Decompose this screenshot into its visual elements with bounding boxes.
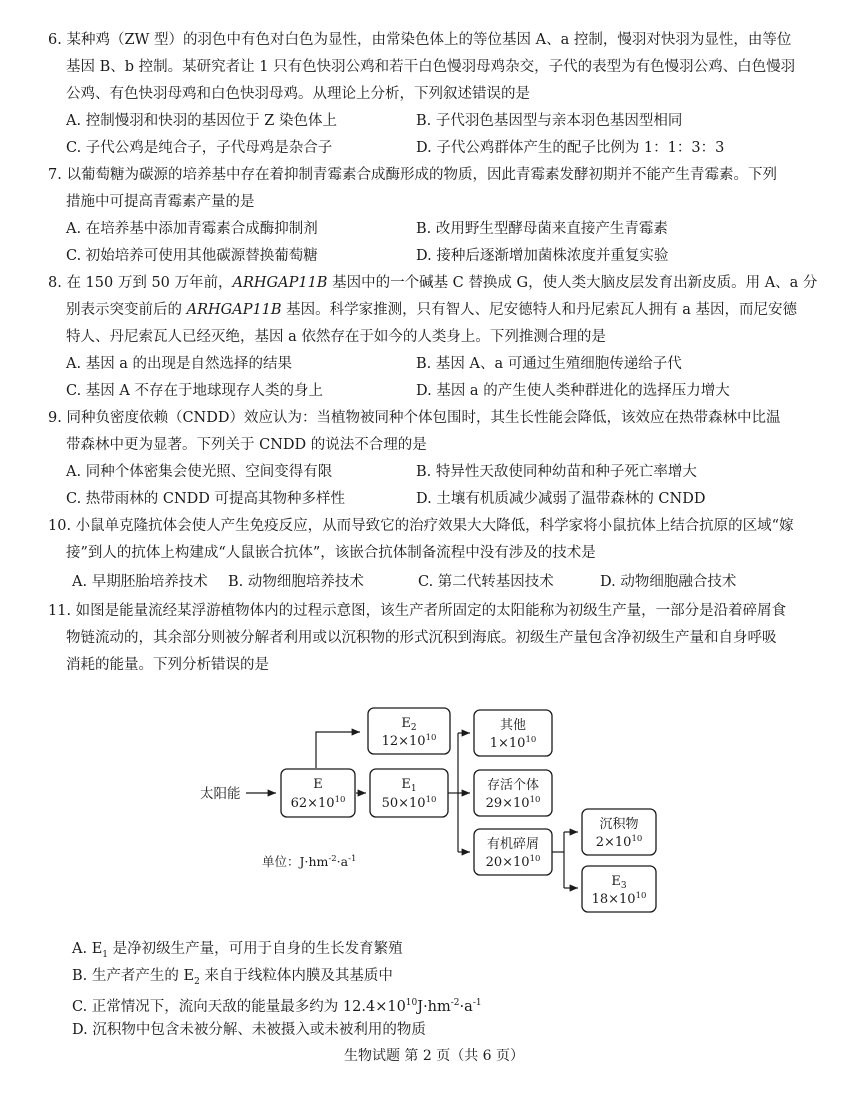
q8-option-d[interactable]: D. 基因 a 的产生使人类种群进化的选择压力增大 [416,383,730,399]
q8-option-a[interactable]: A. 基因 a 的出现是自然选择的结果 [66,356,293,372]
node-e2-value: $12\times 10^{10}$ [381,733,437,749]
q11-option-d[interactable]: D. 沉积物中包含未被分解、未被摄入或未被利用的物质 [72,1022,426,1038]
q6-stem-line-2: 基因 B、b 控制。某研究者让 1 只有色快羽公鸡和若干白色慢羽母鸡杂交，子代的表型为有色慢羽公鸡、白色慢羽 [66,59,796,75]
q8-option-c[interactable]: C. 基因 A 不存在于地球现存人类的身上 [66,383,323,399]
node-survivor-name: 存活个体 [486,778,540,793]
q11-option-c[interactable]: C. 正常情况下，流向天敌的能量最多约为 $12.4\times 10^{10}J\cdot hm^{-2}\cdot a^{-1}$ [72,998,482,1015]
q9-option-c[interactable]: C. 热带雨林的 CNDD 可提高其物种多样性 [66,491,346,507]
node-other-name: 其他 [499,718,527,733]
q8-option-b[interactable]: B. 基因 A、a 可通过生殖细胞传递给子代 [416,356,682,372]
energy-flow-diagram [0,690,868,930]
q9-stem-line-1: 9. 同种负密度依赖（CNDD）效应认为：当植物被同种个体包围时，其生长性能会降低，该效应在热带森林中比温 [48,410,781,426]
arrow-e-to-e2 [316,732,360,768]
node-other-value: $1\times 10^{10}$ [489,735,537,751]
unit-label: 单位：$J\cdot hm^{-2}\cdot a^{-1}$ [262,854,357,869]
q9-option-d[interactable]: D. 土壤有机质减少减弱了温带森林的 CNDD [416,491,706,507]
node-detritus-name: 有机碎屑 [486,837,540,852]
node-sediment-value: $2\times 10^{10}$ [595,834,643,850]
q10-stem-line-2: 接”到人的抗体上构建成“人鼠嵌合抗体”，该嵌合抗体制备流程中没有涉及的技术是 [66,545,596,561]
q10-stem-line-1: 10. 小鼠单克隆抗体会使人产生免疫反应，从而导致它的治疗效果大大降低，科学家将小鼠抗体上结合抗原的区域“嫁 [48,518,794,534]
node-e2-name: $E_2$ [401,716,417,733]
q8-stem-line-1: 8. 在 150 万到 50 万年前，ARHGAP11B 基因中的一个碱基 C 替换成 G，使人类大脑皮层发育出新皮质。用 A、a 分 [48,275,818,291]
q7-stem-line-1: 7. 以葡萄糖为碳源的培养基中存在着抑制青霉素合成酶形成的物质，因此青霉素发酵初期并不能产生青霉素。下列 [48,167,777,183]
q7-option-b[interactable]: B. 改用野生型酵母菌来直接产生青霉素 [416,221,668,237]
q6-stem-line-3: 公鸡、有色快羽母鸡和白色快羽母鸡。从理论上分析，下列叙述错误的是 [66,86,530,102]
q10-option-a[interactable]: A. 早期胚胎培养技术 [72,574,208,590]
q8-stem-line-3: 特人、丹尼索瓦人已经灭绝，基因 a 依然存在于如今的人类身上。下列推测合理的是 [66,329,606,345]
node-e1-name: $E_1$ [401,777,417,794]
q7-option-d[interactable]: D. 接种后逐渐增加菌株浓度并重复实验 [416,248,669,264]
page-footer: 生物试题 第 2 页（共 6 页） [343,1048,525,1064]
q11-option-a[interactable]: A. $E_1$ 是净初级生产量，可用于自身的生长发育繁殖 [72,941,403,960]
q6-option-d[interactable]: D. 子代公鸡群体产生的配子比例为 1：1：3：3 [416,140,725,156]
q9-option-a[interactable]: A. 同种个体密集会使光照、空间变得有限 [66,464,333,480]
q6-option-b[interactable]: B. 子代羽色基因型与亲本羽色基因型相同 [416,113,683,129]
gene-name: ARHGAP11B [232,275,328,291]
q6-option-a[interactable]: A. 控制慢羽和快羽的基因位于 Z 染色体上 [66,113,337,129]
q9-option-b[interactable]: B. 特异性天敌使同种幼苗和种子死亡率增大 [416,464,697,480]
q10-option-c[interactable]: C. 第二代转基因技术 [418,574,554,590]
q7-option-c[interactable]: C. 初始培养可使用其他碳源替换葡萄糖 [66,248,318,264]
node-e3-name: $E_3$ [611,874,627,891]
q11-stem-line-3: 消耗的能量。下列分析错误的是 [66,657,269,673]
source-label: 太阳能 [200,786,241,802]
node-e1-value: $50\times 10^{10}$ [381,795,437,811]
q7-option-a[interactable]: A. 在培养基中添加青霉素合成酶抑制剂 [66,221,318,237]
q11-stem-line-2: 物链流动的，其余部分则被分解者利用或以沉积物的形式沉积到海底。初级生产量包含净初级生产量和自身呼吸 [66,630,777,646]
node-detritus-value: $20\times 10^{10}$ [485,854,541,870]
node-e-name: E [313,777,323,792]
q8-stem-line-2: 别表示突变前后的 ARHGAP11B 基因。科学家推测，只有智人、尼安德特人和丹尼索瓦人拥有 a 基因，而尼安德 [66,302,798,318]
q10-option-d[interactable]: D. 动物细胞融合技术 [600,574,737,590]
node-sediment-name: 沉积物 [599,817,639,832]
node-e3-value: $18\times 10^{10}$ [591,891,647,907]
node-e-value: $62\times 10^{10}$ [290,795,346,811]
q10-option-b[interactable]: B. 动物细胞培养技术 [228,574,364,590]
q6-stem-line-1: 6. 某种鸡（ZW 型）的羽色中有色对白色为显性，由常染色体上的等位基因 A、a 控制，慢羽对快羽为显性，由等位 [48,32,792,48]
q11-option-b[interactable]: B. 生产者产生的 $E_2$ 来自于线粒体内膜及其基质中 [72,968,393,987]
node-survivor-value: $29\times 10^{10}$ [485,795,541,811]
gene-name: ARHGAP11B [186,302,282,318]
q11-stem-line-1: 11. 如图是能量流经某浮游植物体内的过程示意图，该生产者所固定的太阳能称为初级生产量，一部分是沿着碎屑食 [48,603,787,619]
q6-option-c[interactable]: C. 子代公鸡是纯合子，子代母鸡是杂合子 [66,140,333,156]
q7-stem-line-2: 措施中可提高青霉素产量的是 [66,194,255,210]
q9-stem-line-2: 带森林中更为显著。下列关于 CNDD 的说法不合理的是 [66,437,427,453]
